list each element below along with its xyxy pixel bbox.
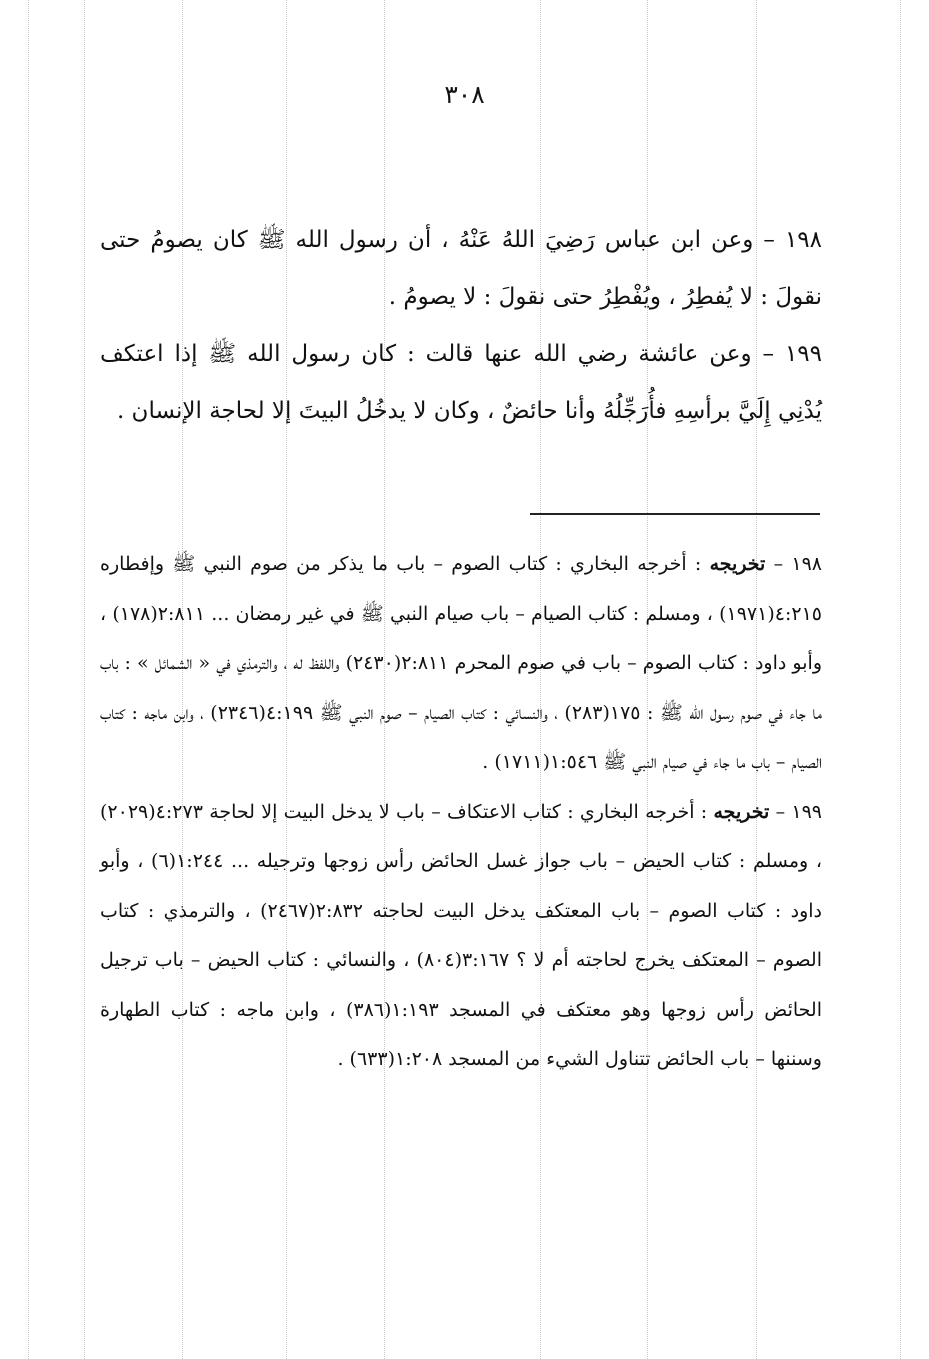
footnote-text: : أخرجه البخاري : كتاب الصوم – باب ما يذكر من صوم النبي ﷺ وإفطاره ٤:٢١٥(١٩٧١) ، ومسلم : كتاب الصيام – باب صيام النبي ﷺ في غير رمضان ... ٢:٨١١(١٧٨) ، وأبو داود : كتاب الصوم – باب في صوم المحرم ٢:٨١١(٢٤٣٠) واللفظ له ، والترمذي في « الشمائل » : باب ما جاء في صوم رسول الله ﷺ : ١٧٥(٢٨٣) ، والنسائي : كتاب الصيام – صوم النبي ﷺ ٤:١٩٩(٢٣٤٦) ، وابن ماجه : كتاب الصيام – باب ما جاء في صيام النبي ﷺ ١:٥٤٦(١٧١١) . [100,553,822,773]
hadith-198: ١٩٨ – وعن ابن عباس رَضِيَ اللهُ عَنْهُ ، أن رسول الله ﷺ كان يصومُ حتى نقولَ : لا يُفطِرُ ، ويُفْطِرُ حتى نقولَ : لا يصومُ . [100,227,822,310]
footnote-label: تخريجه [713,800,770,823]
scan-grid-line [84,0,85,1359]
page-number: ٣٠٨ [444,80,485,109]
footnote-198 [100,540,822,788]
footnote-number: ١٩٩ – [769,800,822,823]
footnote-text: : أخرجه البخاري : كتاب الاعتكاف – باب لا يدخل البيت إلا لحاجة ٤:٢٧٣(٢٠٢٩) ، ومسلم : كتاب الحيض – باب جواز غسل الحائض رأس زوجها وترجيله ... ١:٢٤٤(٦) ، وأبو داود : كتاب الصوم – باب المعتكف يدخل البيت لحاجته ٢:٨٣٢(٢٤٦٧) ، والترمذي : كتاب الصوم – المعتكف يخرج لحاجته أم لا ؟ ٣:١٦٧(٨٠٤) ، والنسائي : كتاب الحيض – باب ترجيل الحائض رأس زوجها وهو معتكف في المسجد ١:١٩٣(٣٨٦) ، وابن ماجه : كتاب الطهارة وسننها – باب الحائض تتناول الشيء من المسجد ١:٢٠٨(٦٣٣) . [100,800,823,1070]
scan-grid-line [28,0,29,1359]
hadith-text-block [100,212,822,440]
footnote-199 [100,788,822,1085]
footnote-number: ١٩٨ – [765,553,822,575]
scan-grid-line [900,0,901,1359]
hadith-199: ١٩٩ – وعن عائشة رضي الله عنها قالت : كان رسول الله ﷺ إذا اعتكف يُدْنِي إِلَيَّ برأسِهِ فأُرَجِّلُهُ وأنا حائضٌ ، وكان لا يدخُلُ البيتَ إلا لحاجة الإنسان . [100,341,822,424]
footnote-label: تخريجه [709,553,766,575]
footnotes-block [100,540,822,1085]
footnote-separator [530,513,820,515]
